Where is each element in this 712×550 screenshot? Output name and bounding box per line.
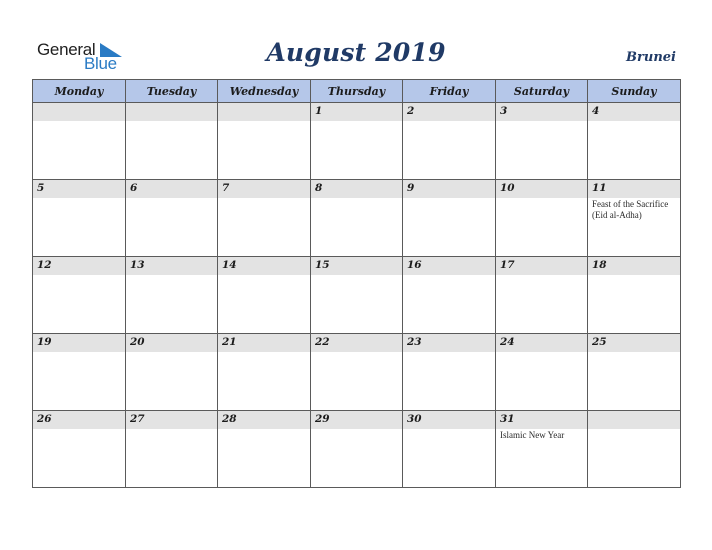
day-number-bar bbox=[311, 180, 402, 198]
day-cell bbox=[126, 334, 218, 411]
day-number: 8 bbox=[315, 182, 323, 194]
day-cell bbox=[218, 180, 311, 257]
holiday-label bbox=[403, 429, 495, 430]
day-number-bar bbox=[496, 180, 587, 198]
holiday-label bbox=[403, 121, 495, 122]
day-number-bar bbox=[218, 411, 310, 429]
day-cell bbox=[311, 180, 403, 257]
empty-day-cell bbox=[126, 103, 218, 180]
day-cell bbox=[403, 103, 496, 180]
day-cell bbox=[403, 257, 496, 334]
calendar-title: August 2019 bbox=[266, 38, 446, 67]
day-cell bbox=[403, 180, 496, 257]
day-number: 26 bbox=[37, 413, 52, 425]
day-number: 2 bbox=[407, 105, 415, 117]
week-row bbox=[33, 257, 681, 334]
week-row bbox=[33, 180, 681, 257]
weekday-header: Sunday bbox=[588, 80, 681, 103]
day-cell bbox=[218, 411, 311, 488]
holiday-label bbox=[496, 275, 587, 276]
day-number: 1 bbox=[315, 105, 323, 117]
weekday-header: Thursday bbox=[311, 80, 403, 103]
day-cell bbox=[218, 334, 311, 411]
empty-day-cell bbox=[33, 103, 126, 180]
holiday-label bbox=[311, 275, 402, 276]
day-cell bbox=[588, 257, 681, 334]
day-cell bbox=[126, 180, 218, 257]
day-number: 14 bbox=[222, 259, 237, 271]
day-number: 17 bbox=[500, 259, 515, 271]
day-number: 21 bbox=[222, 336, 237, 348]
holiday-label bbox=[311, 198, 402, 199]
day-number-bar bbox=[218, 257, 310, 275]
day-number-bar bbox=[588, 180, 680, 198]
day-number-bar bbox=[311, 411, 402, 429]
day-number-bar bbox=[126, 180, 217, 198]
weekday-header: Wednesday bbox=[218, 80, 311, 103]
day-cell bbox=[496, 180, 588, 257]
holiday-label bbox=[311, 352, 402, 353]
day-number: 10 bbox=[500, 182, 515, 194]
day-number-bar bbox=[33, 103, 125, 121]
day-cell bbox=[126, 257, 218, 334]
calendar-grid bbox=[32, 79, 681, 488]
day-number: 30 bbox=[407, 413, 422, 425]
holiday-label bbox=[33, 429, 125, 430]
day-cell bbox=[588, 180, 681, 257]
holiday-label bbox=[33, 352, 125, 353]
day-number-bar bbox=[218, 334, 310, 352]
day-number: 18 bbox=[592, 259, 607, 271]
day-number-bar bbox=[588, 411, 680, 429]
holiday-label bbox=[496, 198, 587, 199]
day-number: 19 bbox=[37, 336, 52, 348]
holiday-label bbox=[33, 275, 125, 276]
day-cell bbox=[33, 257, 126, 334]
day-cell bbox=[588, 334, 681, 411]
weekday-header: Tuesday bbox=[126, 80, 218, 103]
logo-text-general: General bbox=[37, 40, 96, 59]
day-cell bbox=[33, 411, 126, 488]
holiday-label bbox=[496, 121, 587, 122]
day-cell bbox=[403, 334, 496, 411]
holiday-label bbox=[496, 352, 587, 353]
holiday-label bbox=[588, 121, 680, 122]
day-number-bar bbox=[403, 180, 495, 198]
weekday-header: Saturday bbox=[496, 80, 588, 103]
day-number-bar bbox=[403, 411, 495, 429]
holiday-label bbox=[218, 429, 310, 430]
week-row bbox=[33, 334, 681, 411]
day-number-bar bbox=[588, 103, 680, 121]
day-number-bar bbox=[218, 180, 310, 198]
holiday-label bbox=[33, 121, 125, 122]
holiday-label bbox=[588, 352, 680, 353]
day-cell bbox=[311, 334, 403, 411]
day-number: 7 bbox=[222, 182, 230, 194]
day-number-bar bbox=[588, 334, 680, 352]
day-number: 27 bbox=[130, 413, 145, 425]
day-number: 20 bbox=[130, 336, 145, 348]
day-number-bar bbox=[311, 334, 402, 352]
holiday-label bbox=[403, 198, 495, 199]
holiday-label bbox=[311, 429, 402, 430]
day-cell bbox=[126, 411, 218, 488]
day-cell bbox=[496, 257, 588, 334]
day-number-bar bbox=[496, 257, 587, 275]
holiday-label bbox=[126, 429, 217, 430]
day-cell bbox=[588, 103, 681, 180]
holiday-label: Feast of the Sacrifice (Eid al-Adha) bbox=[592, 199, 669, 220]
day-number-bar bbox=[126, 411, 217, 429]
day-number: 12 bbox=[37, 259, 52, 271]
holiday-label bbox=[588, 275, 680, 276]
day-cell bbox=[496, 334, 588, 411]
country-label: Brunei bbox=[626, 50, 676, 65]
day-number-bar bbox=[126, 257, 217, 275]
day-number-bar bbox=[311, 103, 402, 121]
day-number-bar bbox=[33, 411, 125, 429]
day-number-bar bbox=[403, 103, 495, 121]
day-cell bbox=[403, 411, 496, 488]
day-number: 23 bbox=[407, 336, 422, 348]
day-number-bar bbox=[33, 257, 125, 275]
day-number: 15 bbox=[315, 259, 330, 271]
holiday-label bbox=[218, 352, 310, 353]
week-row bbox=[33, 411, 681, 488]
day-cell bbox=[33, 334, 126, 411]
day-number: 9 bbox=[407, 182, 415, 194]
day-number: 25 bbox=[592, 336, 607, 348]
day-number-bar bbox=[403, 334, 495, 352]
logo-text-blue: Blue bbox=[84, 54, 117, 73]
holiday-label bbox=[311, 121, 402, 122]
week-row bbox=[33, 103, 681, 180]
empty-day-cell bbox=[218, 103, 311, 180]
day-cell bbox=[311, 103, 403, 180]
holiday-label bbox=[218, 275, 310, 276]
day-number: 3 bbox=[500, 105, 508, 117]
day-cell bbox=[218, 257, 311, 334]
day-number: 5 bbox=[37, 182, 45, 194]
day-number-bar bbox=[311, 257, 402, 275]
day-number: 4 bbox=[592, 105, 600, 117]
day-cell bbox=[33, 180, 126, 257]
weekday-header: Friday bbox=[403, 80, 496, 103]
day-number: 24 bbox=[500, 336, 515, 348]
holiday-label bbox=[126, 352, 217, 353]
day-number-bar bbox=[218, 103, 310, 121]
day-number: 6 bbox=[130, 182, 138, 194]
day-number: 31 bbox=[500, 413, 515, 425]
day-number-bar bbox=[496, 103, 587, 121]
holiday-label bbox=[126, 275, 217, 276]
day-number-bar bbox=[496, 334, 587, 352]
weekday-header-row bbox=[33, 80, 681, 103]
weekday-header: Monday bbox=[33, 80, 126, 103]
holiday-label bbox=[403, 275, 495, 276]
day-cell bbox=[311, 411, 403, 488]
day-number-bar bbox=[33, 334, 125, 352]
day-number-bar bbox=[588, 257, 680, 275]
day-number-bar bbox=[126, 103, 217, 121]
holiday-label bbox=[403, 352, 495, 353]
holiday-label bbox=[126, 198, 217, 199]
holiday-label bbox=[33, 198, 125, 199]
day-number-bar bbox=[33, 180, 125, 198]
holiday-label bbox=[126, 121, 217, 122]
day-number: 29 bbox=[315, 413, 330, 425]
holiday-label bbox=[218, 198, 310, 199]
day-cell bbox=[496, 103, 588, 180]
day-number: 28 bbox=[222, 413, 237, 425]
day-number: 13 bbox=[130, 259, 145, 271]
day-number-bar bbox=[496, 411, 587, 429]
day-cell bbox=[311, 257, 403, 334]
day-number: 11 bbox=[592, 182, 607, 194]
day-number-bar bbox=[126, 334, 217, 352]
day-cell bbox=[496, 411, 588, 488]
day-number-bar bbox=[403, 257, 495, 275]
holiday-label bbox=[218, 121, 310, 122]
holiday-label bbox=[588, 429, 680, 430]
day-number: 22 bbox=[315, 336, 330, 348]
holiday-label: Islamic New Year bbox=[500, 430, 565, 440]
empty-day-cell bbox=[588, 411, 681, 488]
day-number: 16 bbox=[407, 259, 422, 271]
